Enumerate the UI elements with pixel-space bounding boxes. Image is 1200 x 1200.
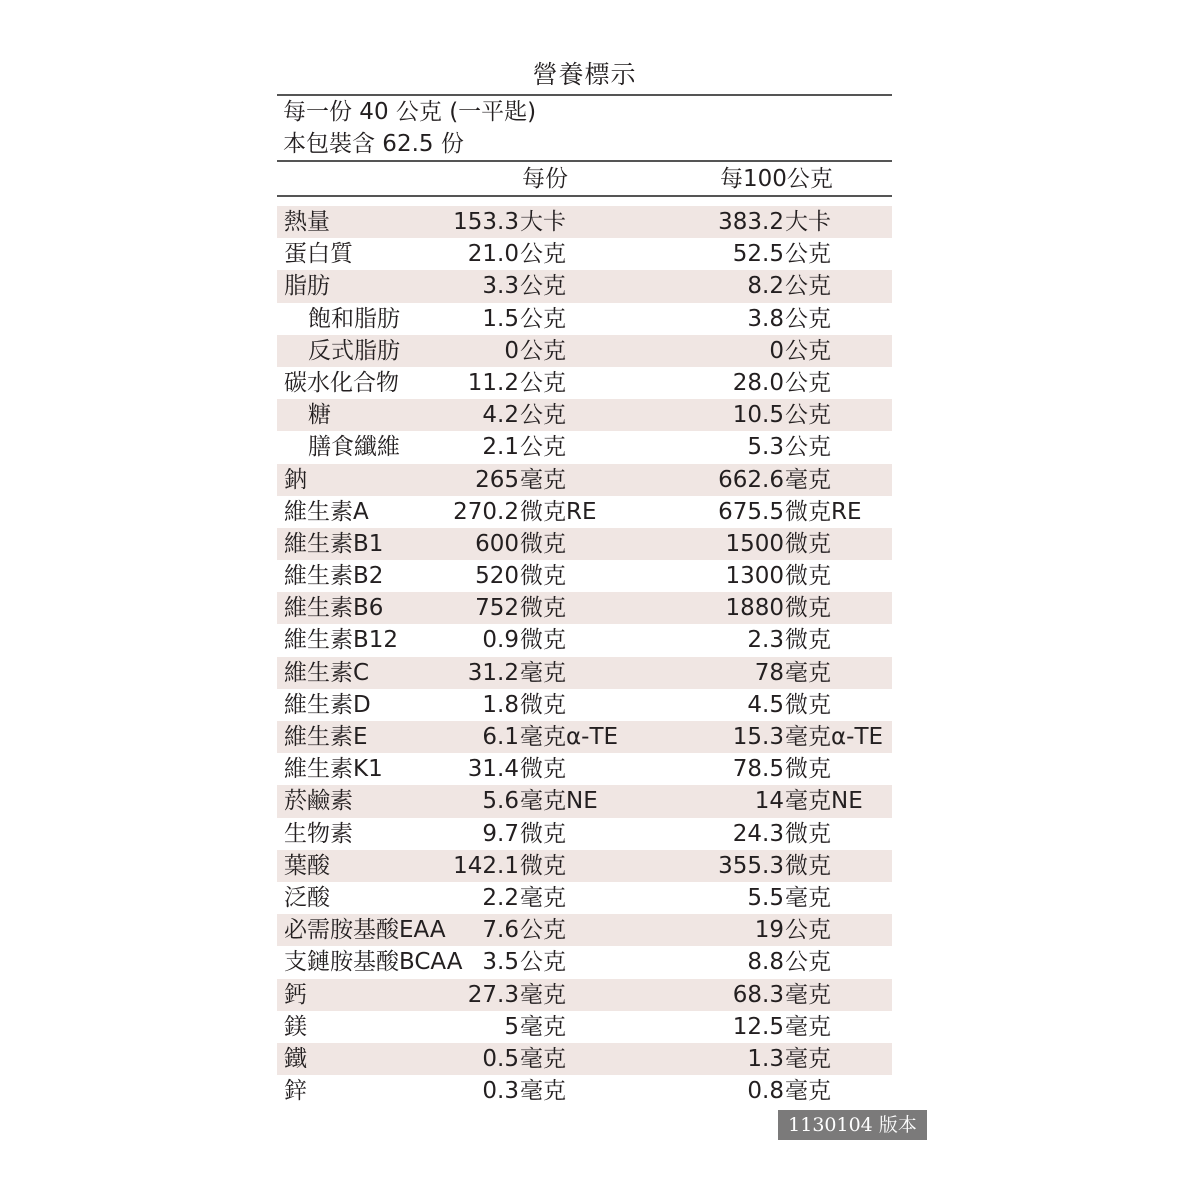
per-100g-unit: 公克	[785, 241, 831, 268]
per-serving-value: 752	[475, 595, 519, 622]
per-serving-value: 0	[504, 337, 519, 364]
per-serving-value: 21.0	[467, 241, 519, 268]
nutrient-row	[277, 882, 892, 914]
per-serving-value: 2.2	[482, 884, 519, 911]
per-100g-unit: 公克	[785, 337, 831, 364]
per-serving-value: 5	[504, 1013, 519, 1040]
nutrient-row	[277, 270, 892, 302]
per-serving-unit: 公克	[520, 273, 566, 300]
per-100g-unit: 公克	[785, 434, 831, 461]
nutrient-name: 蛋白質	[284, 241, 353, 268]
per-100g-value: 5.5	[747, 884, 784, 911]
per-100g-value: 78.5	[732, 756, 784, 783]
nutrient-name: 飽和脂肪	[308, 305, 400, 332]
per-serving-unit: 毫克α-TE	[520, 724, 619, 750]
nutrient-name: 維生素B6	[284, 595, 384, 622]
column-header-per-serving: 每份	[522, 166, 568, 192]
per-serving-unit: 微克	[520, 852, 566, 879]
per-100g-unit: 毫克	[785, 884, 831, 911]
per-serving-unit: 毫克	[520, 1045, 566, 1072]
serving-info	[277, 96, 892, 162]
nutrient-name: 反式脂肪	[308, 337, 400, 364]
per-100g-value: 662.6	[718, 466, 784, 493]
label-title: 營養標示	[277, 55, 892, 96]
per-serving-value: 270.2	[453, 498, 519, 525]
per-100g-unit: 微克	[785, 691, 831, 718]
per-serving-unit: 大卡	[520, 209, 566, 235]
per-100g-unit: 公克	[785, 917, 831, 944]
nutrient-row	[277, 818, 892, 850]
per-100g-unit: 微克	[785, 530, 831, 557]
per-serving-unit: 微克RE	[520, 498, 597, 525]
nutrient-row	[277, 979, 892, 1011]
per-100g-unit: 毫克	[785, 1013, 831, 1040]
per-serving-unit: 公克	[520, 949, 566, 976]
nutrient-row	[277, 399, 892, 431]
per-100g-unit: 毫克	[785, 981, 831, 1008]
per-100g-unit: 毫克	[785, 466, 831, 493]
nutrient-name: 維生素E	[284, 724, 368, 750]
per-100g-value: 8.8	[747, 949, 784, 976]
nutrient-name: 維生素C	[284, 659, 370, 686]
per-100g-value: 2.3	[747, 627, 784, 654]
nutrient-row	[277, 689, 892, 721]
nutrient-name: 碳水化合物	[284, 369, 399, 396]
per-100g-unit: 微克	[785, 820, 831, 847]
nutrient-row	[277, 1075, 892, 1107]
per-serving-unit: 微克	[520, 563, 566, 590]
nutrient-row	[277, 1011, 892, 1043]
per-serving-value: 0.9	[482, 627, 519, 654]
per-serving-unit: 毫克	[520, 884, 566, 911]
nutrient-name: 鋅	[284, 1078, 307, 1105]
per-100g-value: 12.5	[732, 1013, 784, 1040]
per-serving-value: 4.2	[482, 402, 519, 429]
nutrient-row	[277, 785, 892, 817]
nutrient-row	[277, 946, 892, 978]
per-100g-unit: 微克	[785, 595, 831, 622]
per-serving-value: 31.4	[467, 756, 519, 783]
nutrient-row	[277, 657, 892, 689]
per-serving-value: 153.3	[453, 209, 519, 235]
per-100g-value: 68.3	[732, 981, 784, 1008]
per-serving-value: 3.3	[482, 273, 519, 300]
per-100g-value: 0	[769, 337, 784, 364]
per-100g-unit: 毫克α-TE	[785, 724, 884, 750]
nutrient-row	[277, 496, 892, 528]
per-100g-unit: 微克	[785, 852, 831, 879]
per-serving-unit: 公克	[520, 337, 566, 364]
nutrient-name: 支鏈胺基酸BCAA	[284, 949, 463, 976]
per-100g-unit: 毫克	[785, 659, 831, 686]
nutrition-label	[277, 55, 892, 1107]
per-100g-value: 1300	[725, 563, 784, 590]
per-serving-value: 6.1	[482, 724, 519, 750]
per-100g-value: 28.0	[732, 369, 784, 396]
nutrient-name: 維生素B1	[284, 530, 384, 557]
per-100g-value: 19	[754, 917, 784, 944]
nutrient-name: 葉酸	[284, 852, 330, 879]
nutrient-row	[277, 624, 892, 656]
nutrient-name: 糖	[308, 402, 331, 429]
per-100g-value: 14	[754, 788, 784, 815]
nutrient-name: 必需胺基酸EAA	[284, 917, 446, 944]
nutrient-name: 維生素A	[284, 498, 369, 525]
serving-size: 每一份 40 公克 (一平匙)	[283, 99, 537, 125]
nutrient-row	[277, 753, 892, 785]
nutrient-name: 菸鹼素	[284, 788, 353, 815]
nutrient-row	[277, 850, 892, 882]
nutrient-name: 鐵	[284, 1045, 307, 1072]
nutrient-row	[277, 1043, 892, 1075]
per-serving-unit: 微克	[520, 595, 566, 622]
nutrient-name: 脂肪	[284, 273, 330, 300]
per-100g-unit: 微克	[785, 563, 831, 590]
per-serving-unit: 微克	[520, 627, 566, 654]
per-serving-unit: 公克	[520, 402, 566, 429]
per-100g-value: 675.5	[718, 498, 784, 525]
per-serving-value: 0.5	[482, 1045, 519, 1072]
per-serving-unit: 毫克	[520, 1078, 566, 1105]
per-serving-value: 9.7	[482, 820, 519, 847]
per-serving-unit: 毫克	[520, 659, 566, 686]
nutrient-row	[277, 914, 892, 946]
per-100g-value: 8.2	[747, 273, 784, 300]
per-serving-unit: 毫克	[520, 466, 566, 493]
column-header-per-100g: 每100公克	[720, 166, 833, 192]
nutrient-name: 膳食纖維	[308, 434, 400, 461]
per-100g-unit: 微克	[785, 756, 831, 783]
nutrient-name: 鎂	[284, 1013, 307, 1040]
nutrient-name: 維生素D	[284, 691, 371, 718]
per-serving-unit: 微克	[520, 756, 566, 783]
per-serving-value: 3.5	[482, 949, 519, 976]
nutrient-name: 維生素B12	[284, 627, 399, 654]
nutrient-name: 熱量	[284, 209, 330, 235]
per-100g-value: 24.3	[732, 820, 784, 847]
per-serving-unit: 毫克	[520, 1013, 566, 1040]
per-serving-value: 7.6	[482, 917, 519, 944]
per-serving-value: 1.8	[482, 691, 519, 718]
per-serving-value: 600	[475, 530, 519, 557]
nutrient-row	[277, 464, 892, 496]
nutrient-name: 鈉	[284, 466, 307, 493]
nutrient-row	[277, 238, 892, 270]
version-badge: 1130104 版本	[778, 1110, 927, 1140]
per-serving-unit: 公克	[520, 434, 566, 461]
nutrient-name: 鈣	[284, 981, 307, 1008]
per-100g-value: 10.5	[732, 402, 784, 429]
per-serving-value: 265	[475, 466, 519, 493]
per-100g-value: 3.8	[747, 305, 784, 332]
nutrient-row	[277, 592, 892, 624]
per-serving-value: 5.6	[482, 788, 519, 815]
per-100g-unit: 公克	[785, 402, 831, 429]
per-100g-value: 1880	[725, 595, 784, 622]
per-100g-unit: 公克	[785, 949, 831, 976]
nutrient-row	[277, 431, 892, 463]
per-serving-unit: 毫克NE	[520, 788, 598, 815]
per-serving-value: 11.2	[467, 369, 519, 396]
nutrient-name: 生物素	[284, 820, 353, 847]
per-100g-unit: 大卡	[785, 209, 831, 235]
per-serving-value: 1.5	[482, 305, 519, 332]
per-serving-value: 142.1	[453, 852, 519, 879]
per-100g-unit: 毫克NE	[785, 788, 863, 815]
per-serving-unit: 微克	[520, 691, 566, 718]
nutrient-rows	[277, 206, 892, 1107]
nutrient-name: 泛酸	[284, 884, 330, 911]
per-100g-value: 355.3	[718, 852, 784, 879]
per-100g-value: 15.3	[732, 724, 784, 750]
per-serving-unit: 微克	[520, 820, 566, 847]
per-serving-value: 27.3	[467, 981, 519, 1008]
column-header-row	[277, 162, 892, 197]
per-serving-value: 0.3	[482, 1078, 519, 1105]
per-100g-value: 4.5	[747, 691, 784, 718]
per-100g-unit: 毫克	[785, 1078, 831, 1105]
per-100g-value: 1.3	[747, 1045, 784, 1072]
nutrient-row	[277, 721, 892, 753]
nutrient-row	[277, 335, 892, 367]
per-serving-value: 520	[475, 563, 519, 590]
per-100g-unit: 微克RE	[785, 498, 862, 525]
per-100g-unit: 公克	[785, 305, 831, 332]
servings-per-package: 本包裝含 62.5 份	[283, 131, 464, 157]
per-serving-unit: 公克	[520, 369, 566, 396]
nutrient-row	[277, 367, 892, 399]
per-serving-unit: 公克	[520, 305, 566, 332]
per-serving-unit: 毫克	[520, 981, 566, 1008]
nutrient-row	[277, 303, 892, 335]
nutrient-name: 維生素B2	[284, 563, 384, 590]
per-serving-unit: 公克	[520, 917, 566, 944]
per-100g-unit: 公克	[785, 369, 831, 396]
per-100g-value: 383.2	[718, 209, 784, 235]
per-100g-unit: 毫克	[785, 1045, 831, 1072]
nutrient-row	[277, 528, 892, 560]
nutrient-row	[277, 560, 892, 592]
per-serving-value: 31.2	[467, 659, 519, 686]
per-serving-value: 2.1	[482, 434, 519, 461]
per-100g-value: 5.3	[747, 434, 784, 461]
nutrient-row	[277, 206, 892, 238]
per-100g-unit: 微克	[785, 627, 831, 654]
per-100g-value: 0.8	[747, 1078, 784, 1105]
nutrient-name: 維生素K1	[284, 756, 383, 783]
per-100g-value: 1500	[725, 530, 784, 557]
per-100g-value: 52.5	[732, 241, 784, 268]
per-serving-unit: 公克	[520, 241, 566, 268]
per-100g-unit: 公克	[785, 273, 831, 300]
per-100g-value: 78	[754, 659, 784, 686]
per-serving-unit: 微克	[520, 530, 566, 557]
